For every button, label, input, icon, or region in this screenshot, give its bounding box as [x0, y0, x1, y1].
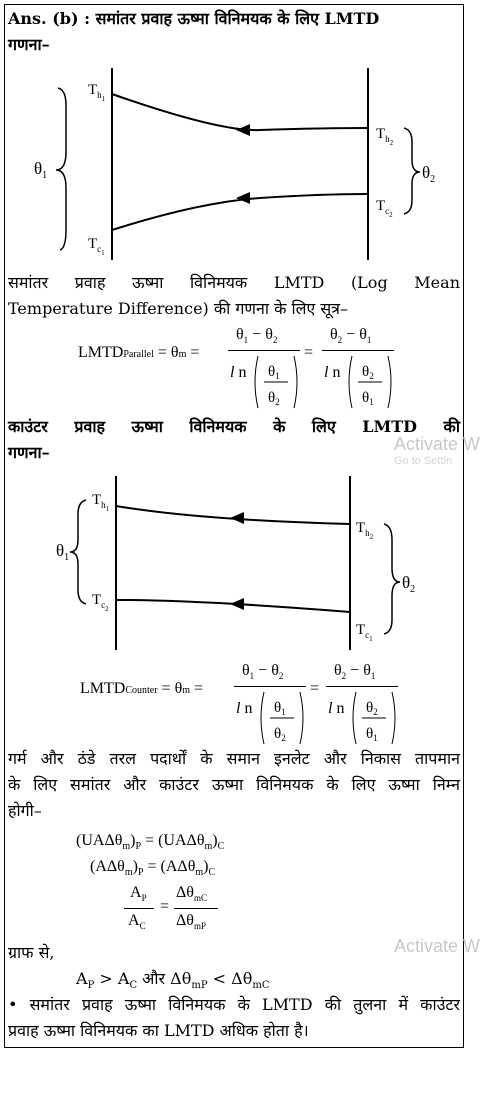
svg-text:θ2: $\theta_2$ — [362, 364, 374, 381]
svg-text:θ2: $\theta_2$ — [268, 390, 280, 407]
svg-text:θ1: $\theta_1$ — [56, 541, 70, 563]
tc1-label: $T_{c1}$ — [88, 236, 105, 257]
th1-label: $T_{h1}$ — [88, 82, 106, 103]
formula-parallel: LMTDParallel = θm = $\theta_1 - \theta_2$ l n $\theta_1$ $\theta_2$ = $\theta_2 - \theta_1$ l n $\theta_2$ $\theta_1$ — [78, 326, 398, 410]
equation-2: $(A\Delta\theta_m)_P = (A\Delta\theta_m)_C$ — [90, 858, 216, 879]
theta1-label: $\theta_1$ — [34, 159, 48, 181]
heading-parallel: Ans. (b) : समांतर प्रवाह ऊष्मा विनिमयक के लिए LMTD — [8, 9, 380, 28]
graph-relation: $A_P > A_C$ और $\Delta\theta_{mP} < \Delta\theta_{mC}$ — [76, 969, 270, 992]
para-compare: गर्म और ठंडे तरल पदार्थों के समान इनलेट और निकास तापमान के लिए समांतर और काउंटर ऊष्मा विनिमयक के लिए ऊष्मा निम्न होगी– — [8, 749, 460, 820]
svg-text:θ1: $\theta_1$ — [268, 364, 280, 381]
svg-text:Tc2: $T_{c2}$ — [92, 592, 109, 613]
graph-label: ग्राफ से, — [8, 943, 55, 962]
svg-text:Th2: $T_{h2}$ — [356, 520, 374, 541]
activate-watermark: Activate W Go to Settin — [394, 434, 481, 467]
svg-text:Th1: $T_{h1}$ — [92, 492, 110, 513]
equation-ratio: $A_P$ $A_C$ = $\Delta\theta_{mC}$ $\Delta\theta_{mP}$ — [124, 884, 244, 936]
svg-text:θ1: $\theta_1$ — [366, 726, 378, 743]
th2-label: $T_{h2}$ — [376, 126, 394, 147]
bullet-note: • समांतर प्रवाह ऊष्मा विनिमयक के LMTD की तुलना में काउंटर प्रवाह ऊष्मा विनिमयक का LMTD अधिक होता है। — [8, 995, 460, 1040]
svg-text:θ1: $\theta_1$ — [274, 700, 286, 717]
svg-text:Tc1: $T_{c1}$ — [356, 622, 373, 643]
para-parallel: समांतर प्रवाह ऊष्मा विनिमयक LMTD (Log Mean Temperature Difference) की गणना के लिए सूत्र– — [8, 273, 460, 318]
svg-text:θ2: $\theta_2$ — [366, 700, 378, 717]
theta2-label: $\theta_2$ — [422, 163, 436, 185]
svg-text:θ1: $\theta_1$ — [362, 390, 374, 407]
parallel-flow-diagram — [0, 60, 488, 270]
equation-1: $(UA\Delta\theta_m)_P = (UA\Delta\theta_m)_C$ — [76, 832, 225, 853]
svg-text:θ2: $\theta_2$ — [402, 573, 416, 595]
tc2-label: $T_{c2}$ — [376, 198, 393, 219]
heading-counter: काउंटर प्रवाह ऊष्मा विनिमयक के लिए LMTD की गणना– — [8, 417, 460, 462]
heading-parallel-line2: गणना– — [8, 35, 50, 54]
counter-flow-diagram — [0, 470, 488, 666]
activate-watermark-2: Activate W — [394, 936, 481, 956]
formula-counter: LMTDCounter = θm = $\theta_1 - \theta_2$ l n $\theta_1$ $\theta_2$ = $\theta_2 - \theta_1$ l n $\theta_2$ $\theta_1$ — [80, 662, 400, 746]
svg-text:θ2: $\theta_2$ — [274, 726, 286, 743]
